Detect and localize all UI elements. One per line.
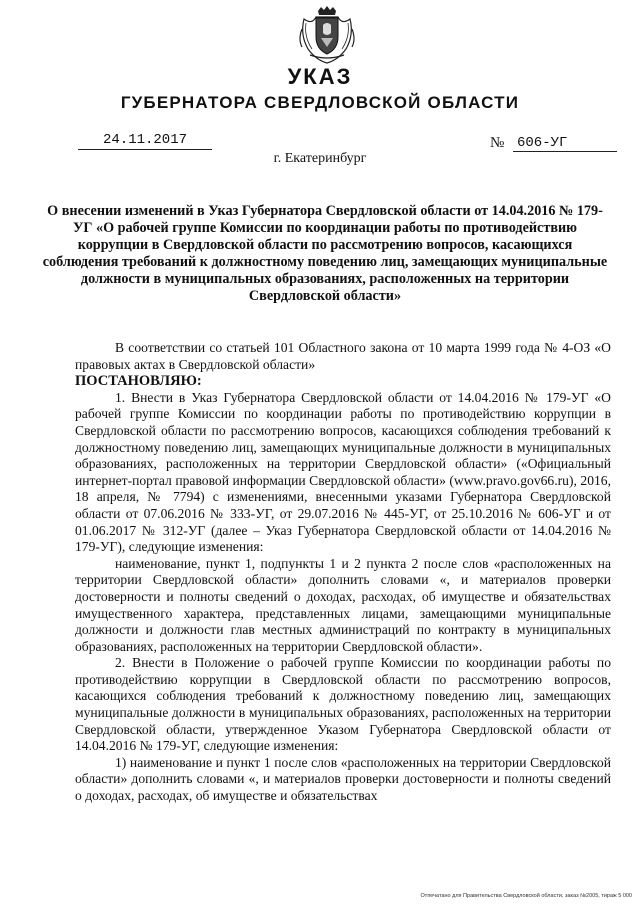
decree-number: 606-УГ — [513, 135, 617, 152]
decree-body — [75, 340, 611, 805]
intro-paragraph: В соответствии со статьей 101 Областного закона от 10 марта 1999 года № 4-ОЗ «О правовых актах в Свердловской области» — [75, 340, 611, 372]
issuing-city: г. Екатеринбург — [273, 151, 367, 166]
paragraph-1-amendment: наименование, пункт 1, подпункты 1 и 2 пункта 2 после слов «расположенных на территории Свердловской области» дополнить словами «, и материалов проверки достоверности и полноты сведений о доходах, расходах, об имуществе и обязательствах имущественного характера, представленных лицами, замещающими муниципальные должности и должности глав местных администраций по контракту в муниципальных образованиях, расположенных на территории Свердловской области». — [75, 555, 611, 654]
decree-heading: О внесении изменений в Указ Губернатора Свердловской области от 14.04.2016 № 179-УГ «О рабочей группе Комиссии по координации работы по противодействию коррупции в Свердловской области по рассмотрению вопросов, касающихся соблюдения требований к должностному поведению лиц, замещающих муниципальные должности в муниципальных образованиях, расположенных на территории Свердловской области» — [42, 203, 608, 304]
paragraph-2-item-1: 1) наименование и пункт 1 после слов «расположенных на территории Свердловской области» дополнить словами «, и материалов проверки достоверности и полноты сведений о доходах, расходах, об имуществе и обязательствах — [75, 754, 611, 804]
coat-of-arms-icon — [296, 5, 358, 65]
paragraph-2: 2. Внести в Положение о рабочей группе Комиссии по координации работы по противодействию коррупции в Свердловской области по рассмотрению вопросов, касающихся соблюдения требований к должностному поведению лиц, замещающих муниципальные должности в муниципальных образованиях, расположенных на территории Свердловской области, утвержденное Указом Губернатора Свердловской области от 14.04.2016 № 179-УГ, следующие изменения: — [75, 655, 611, 754]
decree-number-label: № — [490, 135, 505, 151]
decree-word: ПОСТАНОВЛЯЮ: — [75, 373, 202, 390]
paragraph-1: 1. Внести в Указ Губернатора Свердловской области от 14.04.2016 № 179-УГ «О рабочей группе Комиссии по координации работы по противодействию коррупции в Свердловской области по рассмотрению вопросов, касающихся соблюдения требований к должностному поведению лиц, замещающих муниципальные должности в муниципальных образованиях, расположенных на территории Свердловской области» («Официальный интернет-портал правовой информации Свердловской области» (www.pravo.gov66.ru), 2016, 18 апреля, № 7794) с изменениями, внесенными указами Губернатора Свердловской области от 07.06.2016 № 333-УГ, от 29.07.2016 № 445-УГ, от 25.10.2016 № 606-УГ и от 01.06.2017 № 312-УГ (далее – Указ Губернатора Свердловской области от 14.04.2016 № 179-УГ), следующие изменения: — [75, 389, 611, 555]
decree-date: 24.11.2017 — [78, 132, 212, 150]
print-footer: Отпечатано для Правительства Свердловской области, заказ №2005, тираж 5 000 — [420, 893, 632, 899]
document-type-title: УКАЗ — [287, 64, 353, 89]
issuer-title: ГУБЕРНАТОРА СВЕРДЛОВСКОЙ ОБЛАСТИ — [120, 93, 520, 112]
